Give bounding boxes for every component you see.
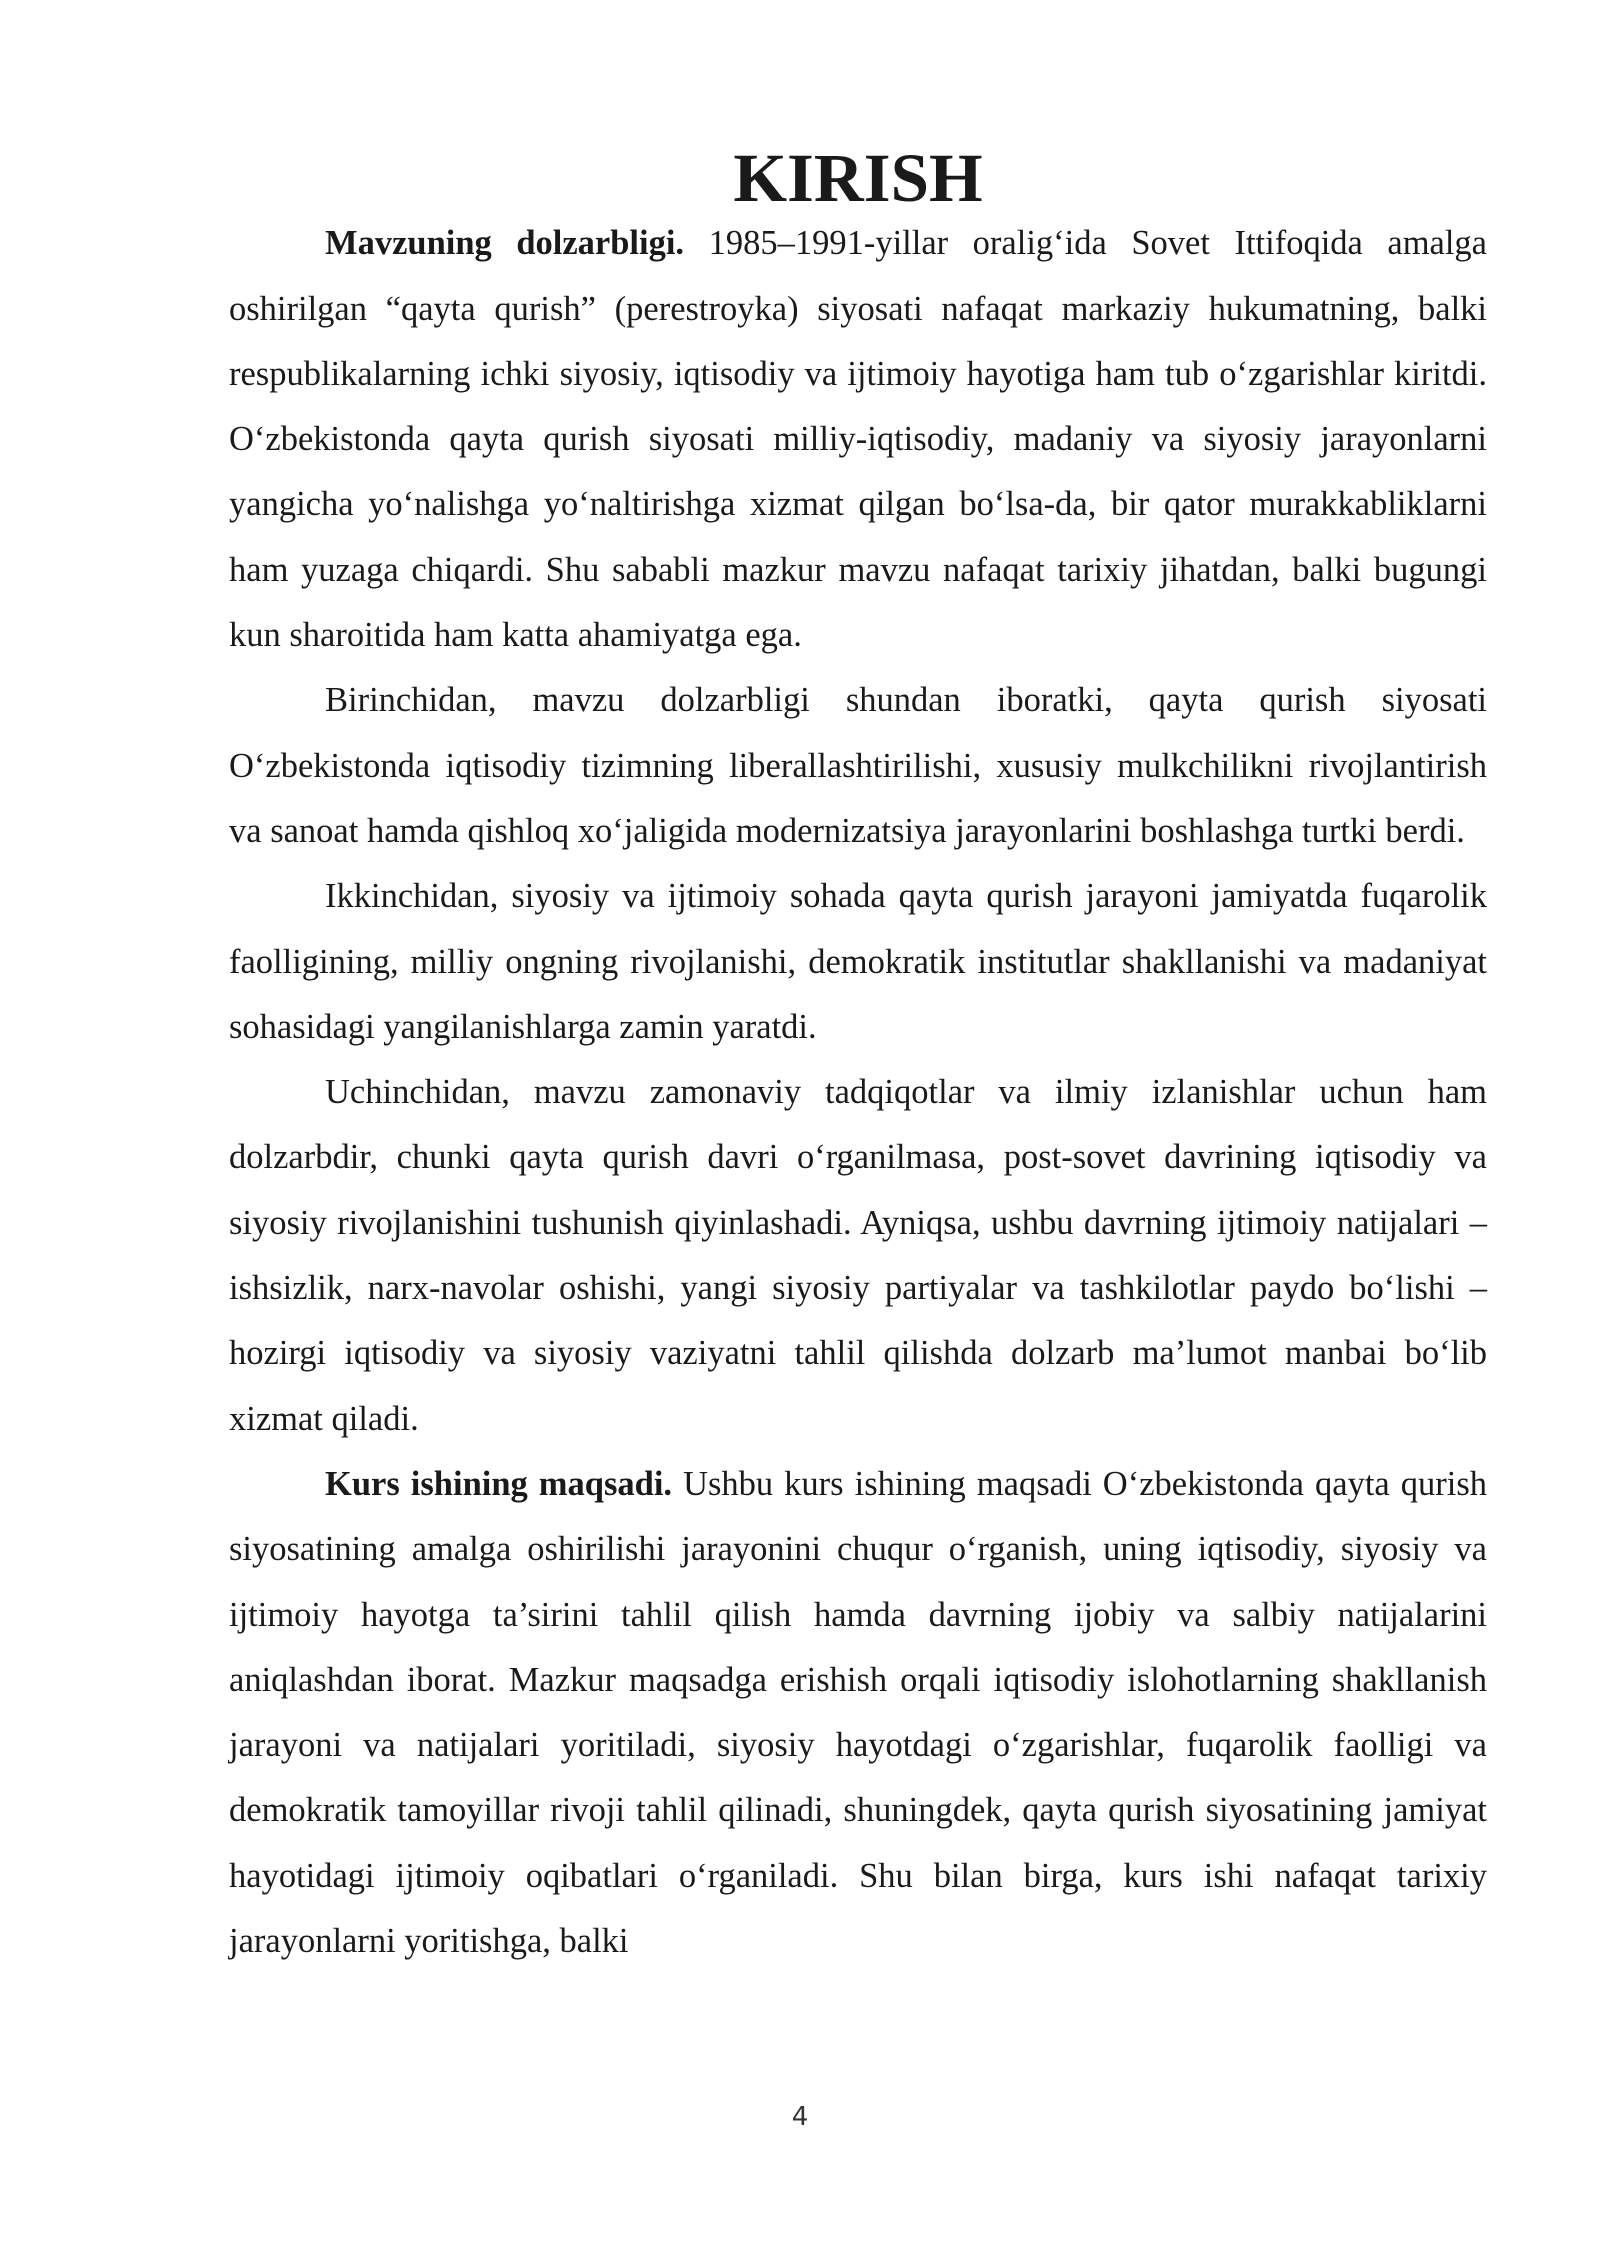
paragraph-text: Uchinchidan, mavzu zamonaviy tadqiqotlar va ilmiy izlanishlar uchun ham dolzarbdir, chunki qayta qurish davri o‘rganilmasa, post-sovet davrining iqtisodiy va siyosiy rivojlanishini tushunish qiyinlashadi. Ayniqsa, ushbu davrning ijtimoiy natijalari – ishsizlik, narx-navolar oshishi, yangi siyosiy partiyalar va tashkilotlar paydo bo‘lishi – hozirgi iqtisodiy va siyosiy vaziyatni tahlil qilishda dolzarb ma’lumot manbai bo‘lib xizmat qiladi. — [229, 1073, 1487, 1438]
paragraph-lead: Mavzuning dolzarbligi. — [325, 224, 685, 263]
paragraph-first-point — [229, 668, 1487, 864]
paragraph-lead: Kurs ishining maqsadi. — [325, 1464, 673, 1503]
paragraph-text: 1985–1991-yillar oralig‘ida Sovet Ittifoqida amalga oshirilgan “qayta qurish” (perestroyka) siyosati nafaqat markaziy hukumatning, balki respublikalarning ichki siyosiy, iqtisodiy va ijtimoiy hayotiga ham tub o‘zgarishlar kiritdi. O‘zbekistonda qayta qurish siyosati milliy-iqtisodiy, madaniy va siyosiy jarayonlarni yangicha yo‘nalishga yo‘naltirishga xizmat qilgan bo‘lsa-da, bir qator murakkabliklarni ham yuzaga chiqardi. Shu sababli mazkur mavzu nafaqat tarixiy jihatdan, balki bugungi kun sharoitida ham katta ahamiyatga ega. — [229, 224, 1487, 655]
paragraph-goal — [229, 1452, 1487, 1974]
paragraph-text: Birinchidan, mavzu dolzarbligi shundan iboratki, qayta qurish siyosati O‘zbekistonda iqtisodiy tizimning liberallashtirilishi, xususiy mulkchilikni rivojlantirish va sanoat hamda qishloq xo‘jaligida modernizatsiya jarayonlarini boshlashga turtki berdi. — [229, 681, 1487, 850]
section-title: KIRISH — [733, 140, 983, 216]
paragraph-third-point — [229, 1060, 1487, 1452]
paragraph-second-point — [229, 864, 1487, 1060]
paragraph-relevance — [229, 211, 1487, 668]
page-number: 4 — [791, 2102, 809, 2132]
paragraph-text: Ushbu kurs ishining maqsadi O‘zbekistonda qayta qurish siyosatining amalga oshirilishi jarayonini chuqur o‘rganish, uning iqtisodiy, siyosiy va ijtimoiy hayotga ta’sirini tahlil qilish hamda davrning ijobiy va salbiy natijalarini aniqlashdan iborat. Mazkur maqsadga erishish orqali iqtisodiy islohotlarning shakllanish jarayoni va natijalari yoritiladi, siyosiy hayotdagi o‘zgarishlar, fuqarolik faolligi va demokratik tamoyillar rivoji tahlil qilinadi, shuningdek, qayta qurish siyosatining jamiyat hayotidagi ijtimoiy oqibatlari o‘rganiladi. Shu bilan birga, kurs ishi nafaqat tarixiy jarayonlarni yoritishga, balki — [229, 1464, 1487, 1961]
page-content — [229, 140, 1487, 1974]
paragraph-text: Ikkinchidan, siyosiy va ijtimoiy sohada qayta qurish jarayoni jamiyatda fuqarolik faolligining, milliy ongning rivojlanishi, demokratik institutlar shakllanishi va madaniyat sohasidagi yangilanishlarga zamin yaratdi. — [229, 877, 1487, 1046]
